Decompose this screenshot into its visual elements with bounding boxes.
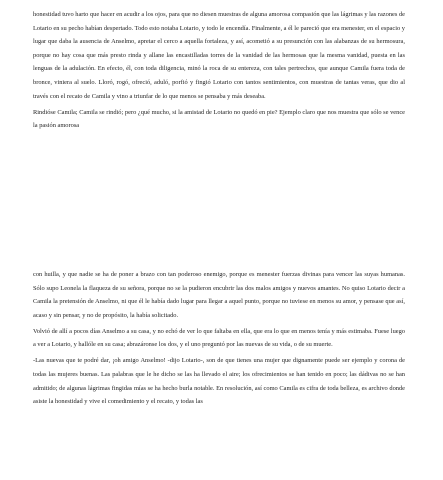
top-text-block xyxy=(33,8,405,135)
paragraph-bottom-3: -Las nuevas que te podré dar, ¡oh amigo Anselmo! -dijo Lotario-, son de que tienes una mujer que dignamente puede ser ejemplo y corona de todas las mujeres buenas. Las palabras que le he dicho se las ha llevado el aire; los ofrecimientos se han tenido en poco; las dádivas no se han admitido; de algunas lágrimas fingidas mías se ha hecho burla notable. En resolución, así como Camila es cifra de toda belleza, es archivo donde asiste la honestidad y vive el comedimiento y el recato, y todas las xyxy=(33,357,405,406)
paragraph-bottom-2: Volvió de allí a pocos días Anselmo a su casa, y no echó de ver lo que faltaba en ella, que era lo que en menos tenía y más estimaba. Fuese luego a ver a Lotario, y hallóle en su casa; abrazáronse los dos, y el uno preguntó por las nuevas de su vida, o de su muerte. xyxy=(33,327,405,349)
paragraph-bottom-1: con huilla, y que nadie se ha de poner a brazo con tan poderoso enemigo, porque es menester fuerzas divinas para vencer las suyas humanas. Sólo supo Leonela la flaqueza de su señora, porque no se la pudieron encubrir las dos malos amigos y nuevos amantes. No quiso Lotario decir a Camila la pretensión de Anselmo, ni que él le había dado lugar para llegar a aquel punto, porque no tuviese en menos su amor, y pensase que así, acaso y sin pensar, y no de propósito, la había solicitado. xyxy=(33,271,405,319)
paragraph-top-1: honestidad tuvo harto que hacer en acudir a los ojos, para que no diesen muestras de alguna amorosa compasión que las lágrimas y las razones de Lotario en su pecho habían despertado. Todo esto notaba Lotario, y todo le encendía. Finalmente, a él le pareció que era menester, en el espacio y lugar que daba la ausencia de Anselmo, apretar el cerco a aquella fortaleza, y así, acometió a su presunción con las alabanzas de su hermosura, porque no hay cosa que más presto rinda y allane las encastilladas torres de la vanidad de las hermosas que la mesma vanidad, puesta en las lenguas de la adulación. En efecto, él, con toda diligencia, minó la roca de su entereza, con tales pertrechos, que aunque Camila fuera toda de bronce, viniera al suelo. Lloró, rogó, ofreció, aduló, porfió y fingió Lotario con tantos sentimientos, con muestras de tantas veras, que dio al través con el recato de Camila y vino a triunfar de lo que menos se pensaba y más deseaba. xyxy=(33,11,405,100)
paragraph-top-2: Rindióse Camila; Camila se rindió; pero ¿qué mucho, si la amistad de Lotario no quedó en pie? Ejemplo claro que nos muestra que sólo se vence la pasión amorosa xyxy=(33,108,405,130)
bottom-text-block xyxy=(33,268,405,411)
